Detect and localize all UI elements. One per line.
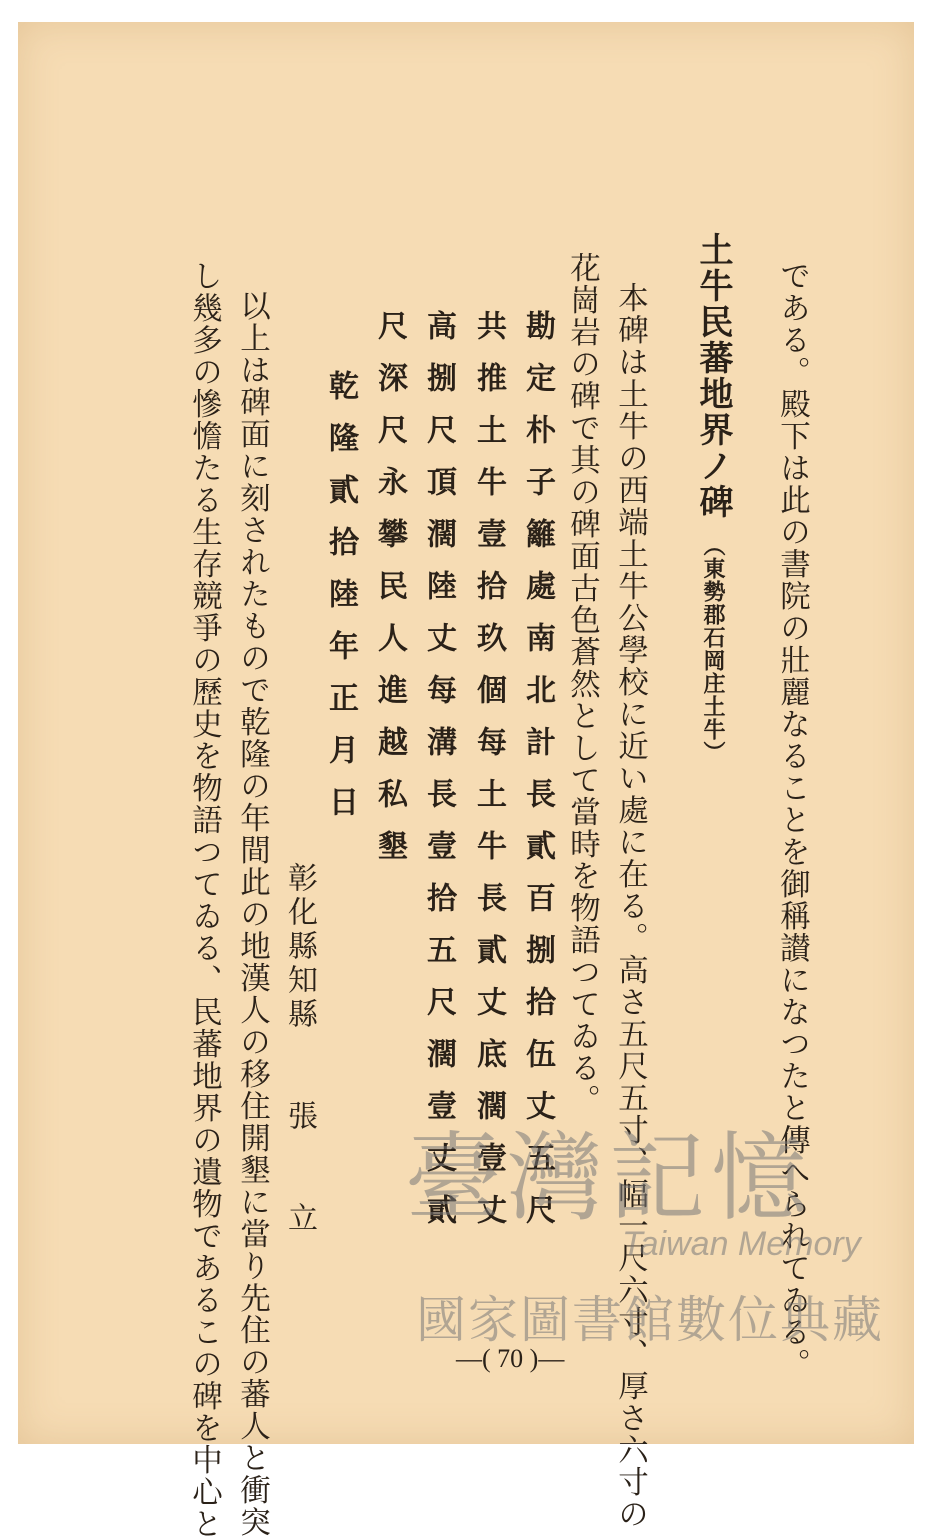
page-number: —( 70 )— (456, 1344, 565, 1373)
text-column-1: である。殿下は此の書院の壯麗なることを御稱讃になつたと傳へられてゐる。 (774, 260, 810, 1380)
text-column-4: 花崗岩の碑で其の碑面古色蒼然として當時を物語つてゐる。 (564, 252, 600, 1116)
inscription-line-4: 尺深尺永攀民人進越私墾 (372, 310, 407, 882)
magistrate-signature: 彰化縣知縣 張 立 (282, 862, 317, 1236)
heading-column (693, 232, 733, 764)
inscription-line-1: 勘定朴子籬處南北計長貳百捌拾伍丈五尺 (520, 310, 555, 1246)
inscription-line-3: 高捌尺頂濶陸丈每溝長壹拾五尺濶壹丈貳 (421, 310, 456, 1246)
text-column-11: 以上は碑面に刻されたもので乾隆の年間此の地漢人の移住開墾に當り先住の蕃人と衝突 (234, 290, 270, 1538)
watermark-english: Taiwan Memory (622, 1225, 861, 1263)
text-column-3: 本碑は土牛の西端土牛公學校に近い處に在る。高さ五尺五寸、幅一尺六寸、厚さ六寸の (612, 282, 648, 1530)
section-location: （東勢郡石岡庄土牛） (700, 534, 726, 764)
inscription-line-2: 共推土牛壹拾玖個每土牛長貳丈底濶壹丈 (471, 310, 506, 1246)
watermark-library: 國家圖書館數位典藏 (416, 1291, 884, 1349)
text-column-12: し幾多の慘憺たる生存競爭の歷史を物語つてゐる、民蕃地界の遺物であるこの碑を中心と (186, 260, 222, 1540)
inscription-date: 乾隆貳拾陸年正月日 (323, 370, 358, 838)
section-heading: 土牛民蕃地界ノ碑 (693, 232, 733, 520)
watermark-chinese: 臺灣記憶 (405, 1122, 813, 1234)
